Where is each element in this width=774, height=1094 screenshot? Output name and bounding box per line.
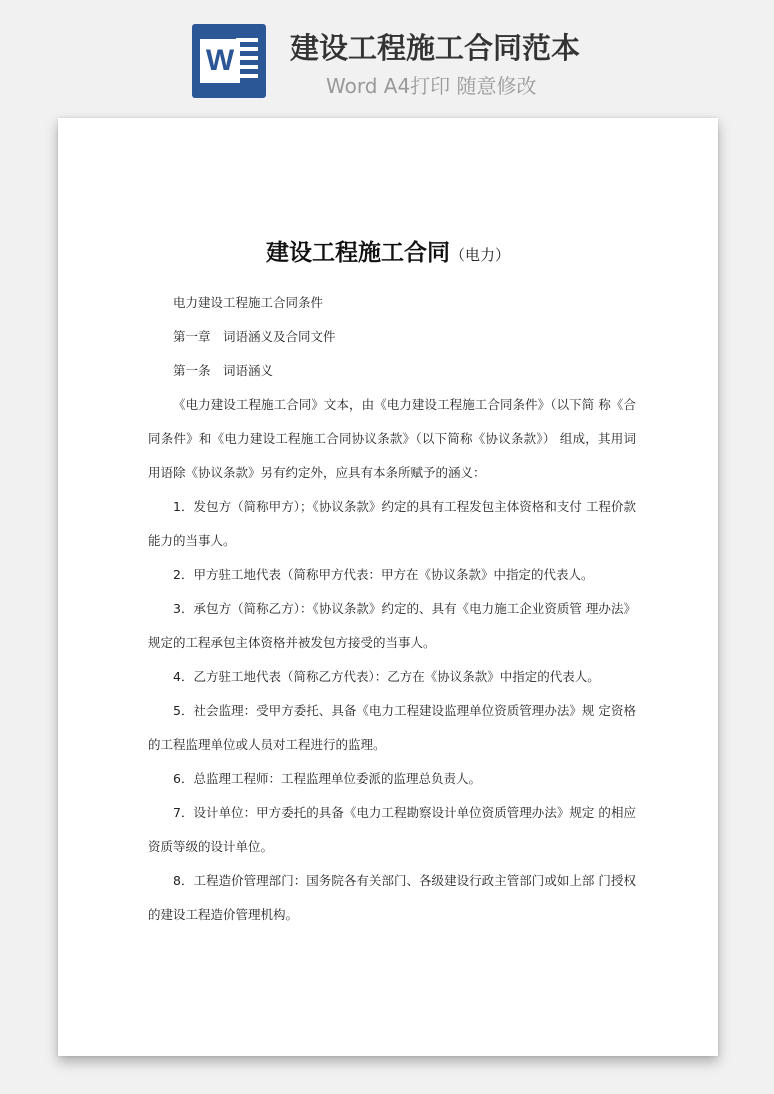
paragraph: 2．甲方驻工地代表（简称甲方代表：甲方在《协议条款》中指定的代表人。 bbox=[173, 567, 594, 582]
paragraph-heading: 电力建设工程施工合同条件 bbox=[173, 295, 324, 310]
paragraph: 6．总监理工程师：工程监理单位委派的监理总负责人。 bbox=[173, 771, 481, 786]
paragraph: 8．工程造价管理部门：国务院各有关部门、各级建设行政主管部门或如上部 门授权的建设工程造价管理机构。 bbox=[148, 873, 636, 922]
word-icon-letter: W bbox=[200, 39, 240, 83]
paragraph: 1．发包方（简称甲方）；《协议条款》约定的具有工程发包主体资格和支付 工程价款能力的当事人。 bbox=[148, 499, 636, 548]
paragraph-chapter: 第一章 词语涵义及合同文件 bbox=[173, 329, 336, 344]
banner-title: 建设工程施工合同范本 bbox=[290, 31, 581, 65]
document-title bbox=[58, 234, 718, 267]
paragraph: 4．乙方驻工地代表（简称乙方代表）：乙方在《协议条款》中指定的代表人。 bbox=[173, 669, 600, 684]
banner bbox=[0, 0, 774, 110]
paragraph: 5．社会监理：受甲方委托、具备《电力工程建设监理单位资质管理办法》规 定资格的工程监理单位或人员对工程进行的监理。 bbox=[148, 703, 636, 752]
document-body bbox=[148, 286, 636, 932]
document-page bbox=[58, 118, 718, 1056]
document-title-main: 建设工程施工合同 bbox=[265, 240, 450, 266]
document-title-suffix: （电力） bbox=[449, 246, 510, 264]
banner-subtitle: Word A4打印 随意修改 bbox=[326, 74, 537, 98]
word-icon bbox=[192, 24, 266, 98]
paragraph-article: 第一条 词语涵义 bbox=[173, 363, 274, 378]
paragraph: 《电力建设工程施工合同》文本，由《电力建设工程施工合同条件》（以下简 称《合同条件》和《电力建设工程施工合同协议条款》（以下简称《协议条款》） 组成，其用词用语除《协议条款》另有约定外，应具有本条所赋予的涵义： bbox=[148, 397, 636, 480]
paragraph: 3．承包方（简称乙方）：《协议条款》约定的、具有《电力施工企业资质管 理办法》规定的工程承包主体资格并被发包方接受的当事人。 bbox=[148, 601, 636, 650]
paragraph: 7．设计单位：甲方委托的具备《电力工程勘察设计单位资质管理办法》规定 的相应资质等级的设计单位。 bbox=[148, 805, 636, 854]
